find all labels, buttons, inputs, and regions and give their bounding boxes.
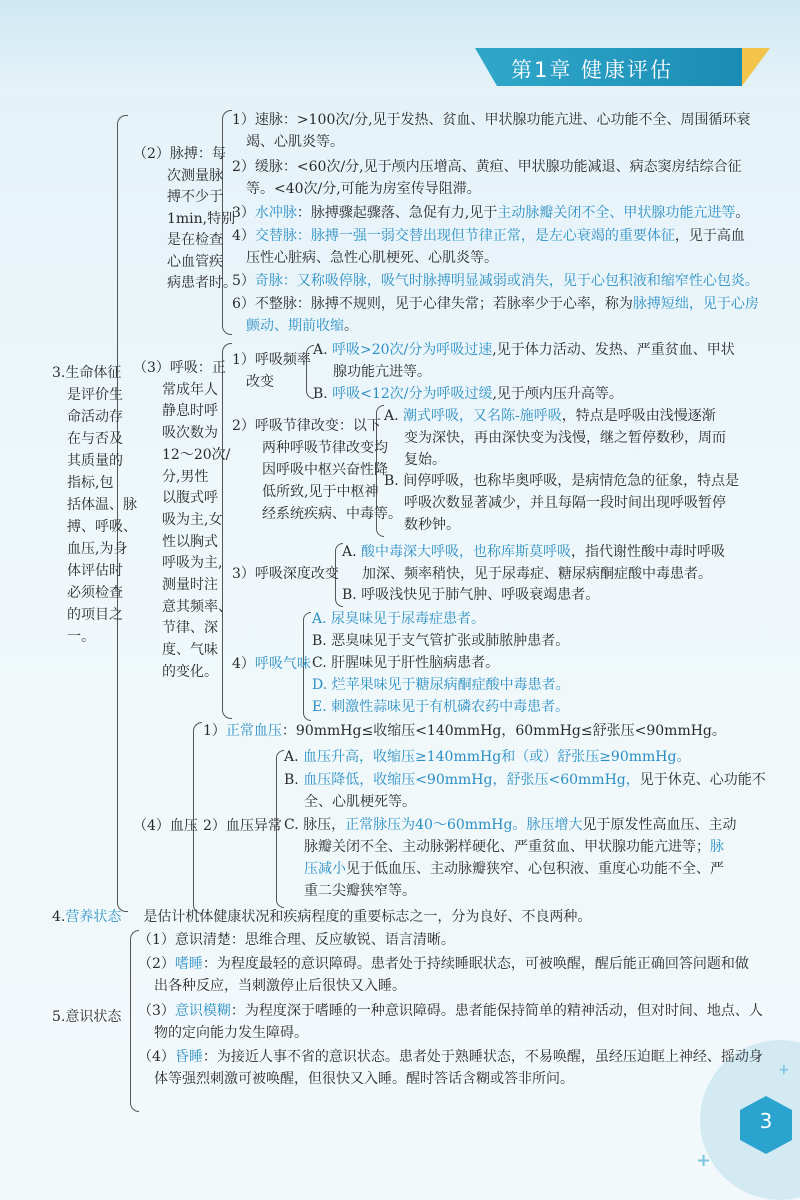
pulse-item-3: 3）水冲脉：脉搏骤起骤落、急促有力,见于主动脉瓣关闭不全、甲状腺功能亢进等。: [232, 205, 750, 221]
consciousness-item-4: （4）昏睡：为接近人事不省的意识状态。患者处于熟睡状态，不易唤醒，虽经压迫眶上神经、摇动身 体等强烈刺激可被唤醒，但很快又入睡。醒时答话含糊或答非所问。: [138, 1049, 763, 1087]
resp-depth-a: A. 酸中毒深大呼吸，也称库斯莫呼吸，指代谢性酸中毒时呼吸 加深、频率稍快，见于尿毒症、糖尿病酮症酸中毒患者。: [342, 544, 726, 582]
resp-label: （3）呼吸：正 常成年人 静息时呼 吸次数为 12～20次/ 分,男性 以腹式呼 吸为主,女 性以胸式 呼吸为主, 测量时注 意其频率、 节律、深 度、气味 的变化。: [133, 360, 232, 680]
page-number-badge: [736, 1094, 796, 1156]
resp-rate-a: A. 呼吸>20次/分为呼吸过速,见于体力活动、发热、严重贫血、甲状 腺功能亢进等。: [313, 342, 735, 380]
resp-rhythm-a: A. 潮式呼吸，又名陈-施呼吸，特点是呼吸由浅慢逐渐 变为深快，再由深快变为浅慢，继之暂停数秒，周而 复始。: [384, 408, 726, 468]
consciousness-label: 5.意识状态: [52, 1009, 122, 1025]
plus-decor-icon: +: [778, 1062, 790, 1078]
bp-label: （4）血压: [133, 818, 198, 834]
bp-abnormal-a: A. 血压升高，收缩压≥140mmHg和（或）舒张压≥90mmHg。: [284, 749, 691, 765]
pulse-item-4: 4）交替脉：脉搏一强一弱交替出现但节律正常，是左心衰竭的重要体征，见于高血 压性心脏病、急性心肌梗死、心肌炎等。: [232, 228, 745, 266]
bp-abnormal-c: C. 脉压，正常脉压为40～60mmHg。脉压增大见于原发性高血压、主动 脉瓣关闭不全、主动脉粥样硬化、严重贫血、甲状腺功能亢进等；脉 压减小见于低血压、主动脉瓣狭窄、心包积液、重度心功能不全、严 重二尖瓣狭窄等。: [284, 817, 737, 899]
nutrition-row: 4.营养状态 是估计机体健康状况和疾病程度的重要标志之一，分为良好、不良两种。: [52, 909, 592, 925]
resp-rhythm-label: 2）呼吸节律改变：以下 两种呼吸节律改变均 因呼吸中枢兴奋性降 低所致,见于中枢神 经系统疾病、中毒等。: [232, 418, 402, 522]
consciousness-item-2: （2）嗜睡：为程度最轻的意识障碍。患者处于持续睡眠状态，可被唤醒，醒后能正确回答问题和做 出各种反应，当刺激停止后很快又入睡。: [138, 956, 749, 994]
bp-abnormal-label: 2）血压异常: [203, 818, 282, 834]
plus-decor-icon: +: [696, 1150, 712, 1171]
consciousness-item-3: （3）意识模糊：为程度深于嗜睡的一种意识障碍。患者能保持简单的精神活动，但对时间、地点、人 物的定向能力发生障碍。: [138, 1003, 763, 1041]
resp-rhythm-b: B. 间停呼吸，也称毕奥呼吸，是病情危急的征象，特点是 呼吸次数显著减少，并且每隔一段时间出现呼吸暂停 数秒钟。: [384, 473, 740, 533]
page-number: 3: [759, 1109, 773, 1133]
bp-abnormal-b: B. 血压降低，收缩压<90mmHg，舒张压<60mmHg，见于休克、心功能不 全、心肌梗死等。: [284, 772, 766, 810]
pulse-item-6: 6）不整脉：脉搏不规则，见于心律失常；若脉率少于心率，称为脉搏短绌，见于心房 颤动、期前收缩。: [232, 296, 759, 334]
pulse-item-5: 5）奇脉：又称吸停脉，吸气时脉搏明显减弱或消失，见于心包积液和缩窄性心包炎。: [232, 273, 759, 289]
resp-rate-label: 1）呼吸频率 改变: [232, 352, 311, 390]
bp-normal: 1）正常血压：90mmHg≤收缩压<140mmHg，60mmHg≤舒张压<90mmHg。: [203, 723, 726, 739]
pulse-item-2: 2）缓脉：<60次/分,见于颅内压增高、黄疸、甲状腺功能减退、病态窦房结综合征 等。<40次/分,可能为房室传导阻滞。: [232, 159, 742, 197]
chapter-title: 第1章 健康评估: [511, 58, 674, 82]
resp-odor-label: 4）呼吸气味: [232, 656, 311, 672]
resp-odor-list: A. 尿臭味见于尿毒症患者。 B. 恶臭味见于支气管扩张或肺脓肿患者。 C. 肝腥味见于肝性脑病患者。 D. 烂苹果味见于糖尿病酮症酸中毒患者。 E. 刺激性蒜味见于有机磷农药中毒患者。: [312, 611, 570, 715]
vital-label: 3.生命体征 是评价生 命活动存 在与否及 其质量的 指标,包 括体温、脉 搏、呼吸、 血压,为身 体评估时 必须检查 的项目之 一。: [52, 365, 137, 645]
resp-depth-label: 3）呼吸深度改变: [232, 566, 339, 582]
pulse-item-1: 1）速脉：>100次/分,见于发热、贫血、甲状腺功能亢进、心功能不全、周围循环衰 竭、心肌炎等。: [232, 112, 751, 150]
consciousness-item-1: （1）意识清楚：思维合理、反应敏锐、语言清晰。: [138, 932, 455, 948]
pulse-label: （2）脉搏：每 次测量脉 搏不少于 1min,特别 是在检查 心血管疾 病患者时。: [133, 146, 237, 291]
resp-rate-b: B. 呼吸<12次/分为呼吸过缓,见于颅内压升高等。: [313, 386, 623, 402]
resp-depth-b: B. 呼吸浅快见于肺气肿、呼吸衰竭患者。: [342, 587, 600, 603]
